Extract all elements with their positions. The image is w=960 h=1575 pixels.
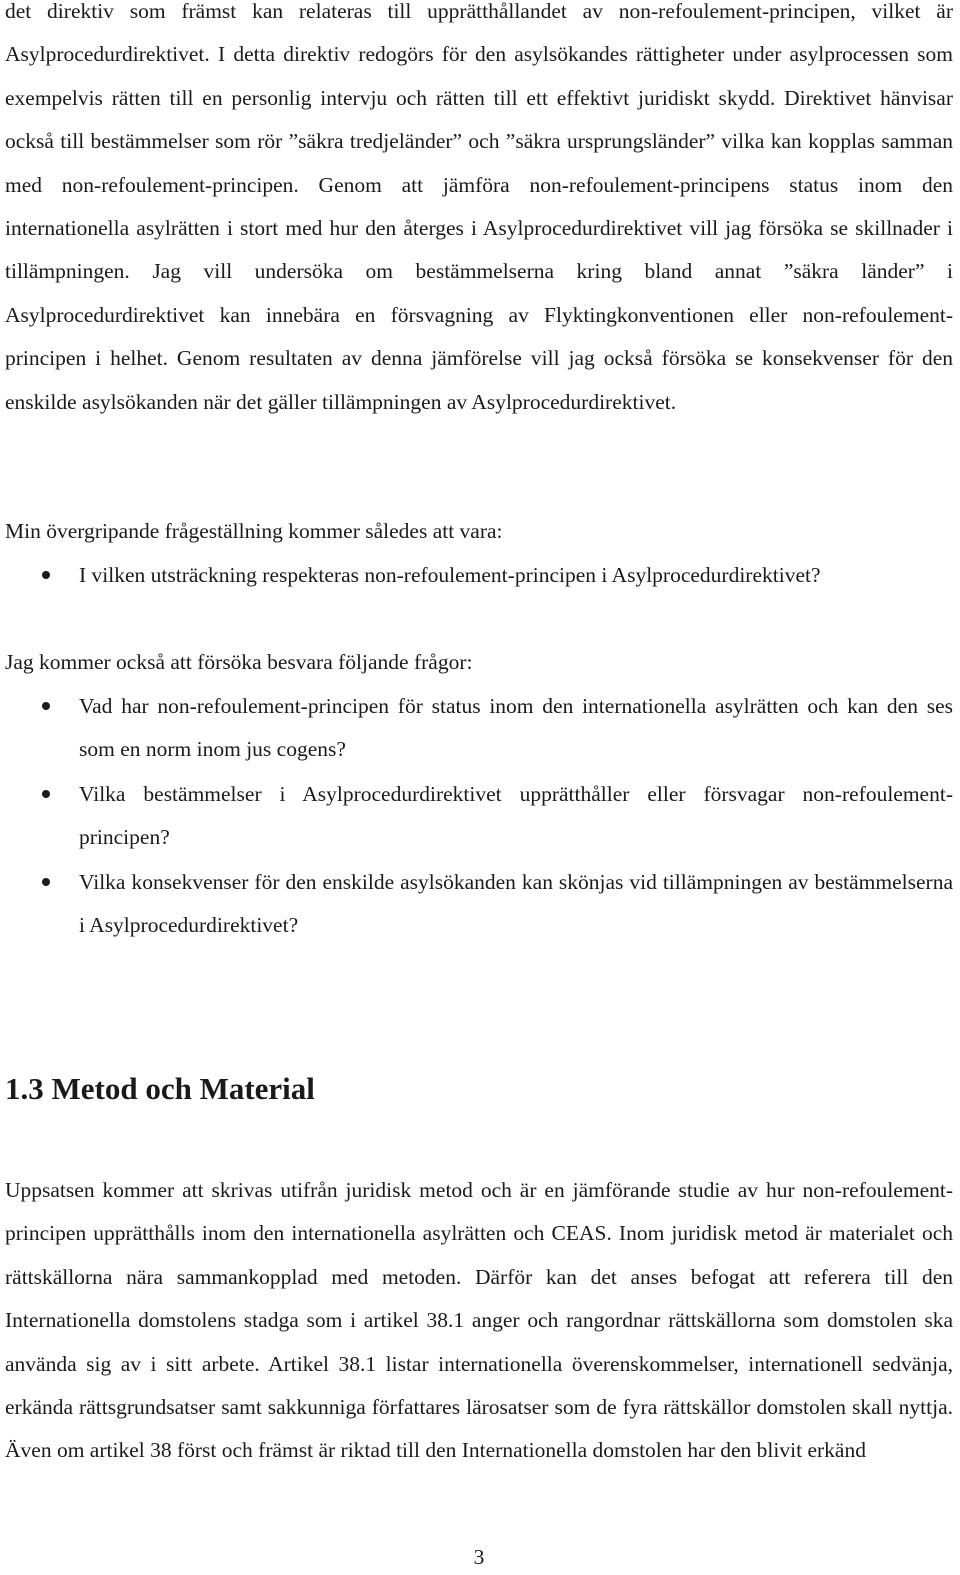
section-heading: 1.3 Metod och Material [5, 1071, 315, 1106]
list-item [5, 773, 953, 860]
list-item-text: Vilka bestämmelser i Asylprocedurdirektivet upprätthåller eller försvagar non-refoulement-principen? [79, 781, 953, 850]
method-paragraph: Uppsatsen kommer att skrivas utifrån juridisk metod och är en jämförande studie av hur non-refoulement-principen upprätthålls inom den internationella asylrätten och CEAS. Inom juridisk metod är materialet och rättskällorna nära sammankopplad med metoden. Därför kan det anses befogat att referera till den Internationella domstolens stadga som i artikel 38.1 anger och rangordnar rättskällorna som domstolen ska använda sig av i sitt arbete. Artikel 38.1 listar internationella överenskommelser, internationell sedvänja, erkända rättsgrundsatser samt sakkunniga författares lärosatser som de fyra rättskällor domstolen skall nyttja. Även om artikel 38 först och främst är riktad till den Internationella domstolen har den blivit erkänd [5, 1178, 953, 1463]
main-question-intro: Min övergripande frågeställning kommer således att vara: [5, 519, 503, 543]
bullet-icon [42, 702, 50, 710]
list-item-text: Vad har non-refoulement-principen för status inom den internationella asylrätten och kan den ses som en norm inom jus cogens? [79, 694, 953, 762]
bullet-icon [42, 790, 50, 798]
list-item-text: Vilka konsekvenser för den enskilde asylsökanden kan skönjas vid tillämpningen av bestämmelserna i Asylprocedurdirektivet? [79, 869, 953, 938]
bullet-icon [42, 571, 50, 579]
sub-questions-intro: Jag kommer också att försöka besvara följande frågor: [5, 650, 473, 674]
list-item [5, 554, 953, 597]
main-question-list [5, 554, 953, 598]
list-item [5, 861, 953, 948]
intro-paragraph: det direktiv som främst kan relateras till upprätthållandet av non-refoulement-principen, vilket är Asylprocedurdirektivet. I detta direktiv redogörs för den asylsökandes rättigheter under asylprocessen som exempelvis rätten till en personlig intervju och rätten till ett effektivt juridiskt skydd. Direktivet hänvisar också till bestämmelser som rör ”säkra tredjeländer” och ”säkra ursprungsländer” vilka kan kopplas samman med non-refoulement-principen. Genom att jämföra non-refoulement-principens status inom den internationella asylrätten i stort med hur den återges i Asylprocedurdirektivet vill jag försöka se skillnader i tillämpningen. Jag vill undersöka om bestämmelserna kring bland annat ”säkra länder” i Asylprocedurdirektivet kan innebära en försvagning av Flyktingkonventionen eller non-refoulement-principen i helhet. Genom resultaten av denna jämförelse vill jag också försöka se konsekvenser för den enskilde asylsökanden när det gäller tillämpningen av Asylprocedurdirektivet. [5, 0, 953, 414]
list-item-text: I vilken utsträckning respekteras non-refoulement-principen i Asylprocedurdirektivet? [79, 563, 821, 587]
page-number: 3 [473, 1545, 485, 1569]
sub-question-list [5, 685, 953, 948]
list-item [5, 685, 953, 772]
bullet-icon [42, 878, 50, 886]
